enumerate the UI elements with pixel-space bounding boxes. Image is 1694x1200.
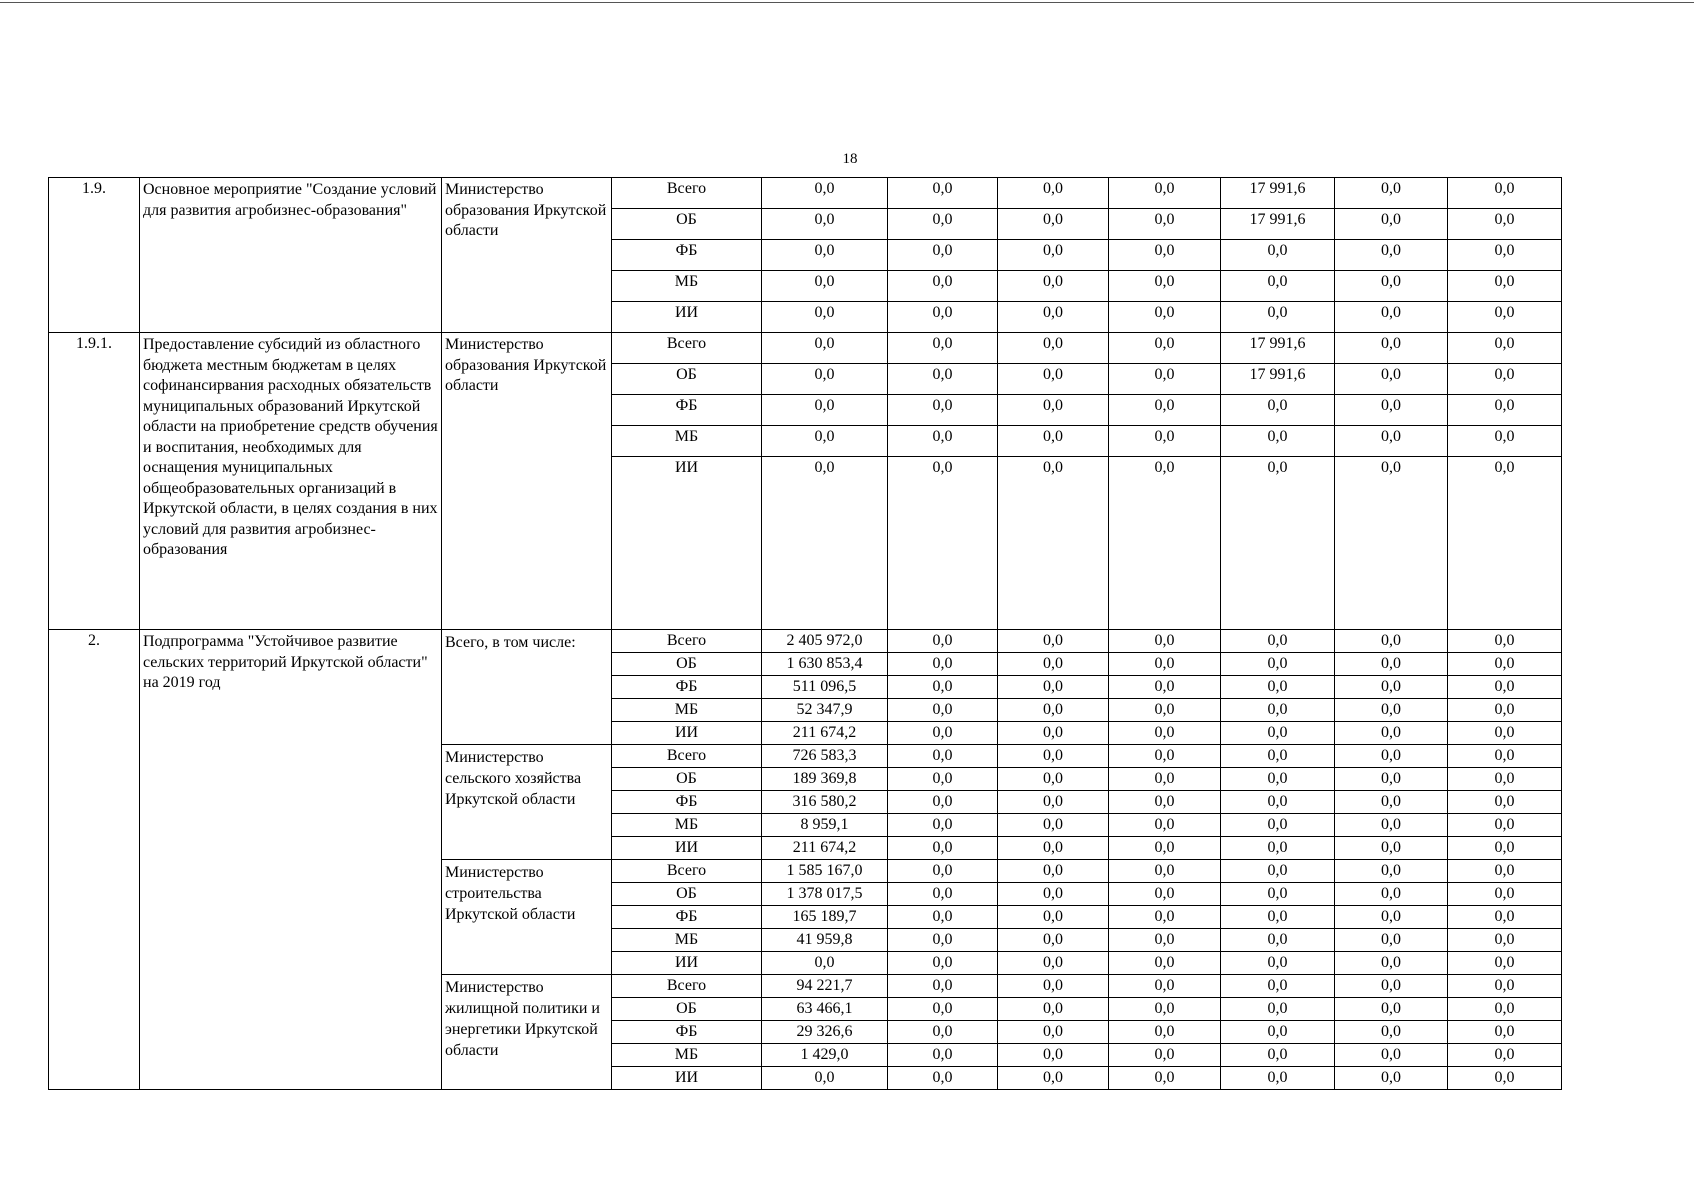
table-row — [49, 178, 1562, 209]
value-cell: 0,0 — [1109, 395, 1221, 426]
value-cell: 0,0 — [998, 395, 1109, 426]
value-cell: 0,0 — [888, 1021, 998, 1044]
value-cell: 0,0 — [1109, 457, 1221, 630]
value-cell: 189 369,8 — [762, 768, 888, 791]
value-cell: 0,0 — [1109, 630, 1221, 653]
value-cell: 0,0 — [998, 791, 1109, 814]
table-row — [49, 630, 1562, 653]
value-cell: 0,0 — [888, 178, 998, 209]
value-cell: 0,0 — [1109, 998, 1221, 1021]
section-name: Основное мероприятие "Создание условий для развития агробизнес-образования" — [140, 178, 442, 333]
value-cell: 0,0 — [998, 426, 1109, 457]
value-cell: 0,0 — [1448, 1067, 1562, 1090]
value-cell: 0,0 — [1448, 929, 1562, 952]
value-cell: 0,0 — [888, 426, 998, 457]
value-cell: 0,0 — [888, 1044, 998, 1067]
value-cell: 0,0 — [1335, 975, 1448, 998]
value-cell: 0,0 — [1221, 883, 1335, 906]
value-cell: 63 466,1 — [762, 998, 888, 1021]
value-cell: 0,0 — [1335, 1067, 1448, 1090]
value-cell: 0,0 — [1448, 883, 1562, 906]
value-cell: 0,0 — [762, 302, 888, 333]
value-cell: 0,0 — [1448, 998, 1562, 1021]
value-cell: 2 405 972,0 — [762, 630, 888, 653]
executor-name: Министерство сельского хозяйства Иркутской области — [442, 745, 612, 860]
funding-source: ОБ — [612, 883, 762, 906]
funding-source: ОБ — [612, 364, 762, 395]
value-cell: 0,0 — [1109, 814, 1221, 837]
value-cell: 0,0 — [1109, 860, 1221, 883]
value-cell: 0,0 — [1448, 333, 1562, 364]
value-cell: 0,0 — [1109, 653, 1221, 676]
value-cell: 0,0 — [1109, 722, 1221, 745]
value-cell: 0,0 — [998, 178, 1109, 209]
value-cell: 41 959,8 — [762, 929, 888, 952]
value-cell: 0,0 — [1448, 653, 1562, 676]
executor-name: Всего, в том числе: — [442, 630, 612, 745]
value-cell: 0,0 — [1221, 240, 1335, 271]
value-cell: 316 580,2 — [762, 791, 888, 814]
funding-source: Всего — [612, 975, 762, 998]
value-cell: 0,0 — [888, 364, 998, 395]
value-cell: 0,0 — [1335, 860, 1448, 883]
value-cell: 0,0 — [1448, 395, 1562, 426]
value-cell: 0,0 — [888, 1067, 998, 1090]
value-cell: 94 221,7 — [762, 975, 888, 998]
funding-source: ФБ — [612, 1021, 762, 1044]
value-cell: 0,0 — [998, 364, 1109, 395]
value-cell: 0,0 — [1448, 975, 1562, 998]
value-cell: 0,0 — [1335, 722, 1448, 745]
value-cell: 0,0 — [888, 883, 998, 906]
value-cell: 29 326,6 — [762, 1021, 888, 1044]
value-cell: 0,0 — [1448, 1044, 1562, 1067]
value-cell: 0,0 — [1335, 883, 1448, 906]
value-cell: 0,0 — [888, 240, 998, 271]
executor-name: Министерство образования Иркутской области — [442, 178, 612, 333]
value-cell: 0,0 — [888, 209, 998, 240]
value-cell: 0,0 — [1109, 791, 1221, 814]
funding-source: Всего — [612, 745, 762, 768]
value-cell: 0,0 — [1335, 333, 1448, 364]
value-cell: 0,0 — [888, 653, 998, 676]
value-cell: 0,0 — [1448, 364, 1562, 395]
value-cell: 0,0 — [998, 745, 1109, 768]
value-cell: 0,0 — [998, 975, 1109, 998]
value-cell: 0,0 — [1448, 745, 1562, 768]
value-cell: 211 674,2 — [762, 837, 888, 860]
value-cell: 52 347,9 — [762, 699, 888, 722]
value-cell: 17 991,6 — [1221, 364, 1335, 395]
funding-source: МБ — [612, 271, 762, 302]
value-cell: 0,0 — [888, 975, 998, 998]
value-cell: 1 585 167,0 — [762, 860, 888, 883]
value-cell: 0,0 — [1109, 178, 1221, 209]
value-cell: 0,0 — [1221, 676, 1335, 699]
value-cell: 0,0 — [762, 178, 888, 209]
funding-source: ОБ — [612, 768, 762, 791]
funding-source: ОБ — [612, 653, 762, 676]
value-cell: 0,0 — [998, 302, 1109, 333]
value-cell: 0,0 — [1335, 906, 1448, 929]
funding-source: ФБ — [612, 395, 762, 426]
value-cell: 0,0 — [1448, 426, 1562, 457]
value-cell: 0,0 — [1109, 1044, 1221, 1067]
value-cell: 0,0 — [1109, 1021, 1221, 1044]
value-cell: 0,0 — [762, 395, 888, 426]
value-cell: 0,0 — [1448, 676, 1562, 699]
value-cell: 17 991,6 — [1221, 178, 1335, 209]
section-number: 2. — [49, 630, 140, 1090]
value-cell: 0,0 — [1335, 699, 1448, 722]
value-cell: 0,0 — [1335, 1021, 1448, 1044]
value-cell: 17 991,6 — [1221, 209, 1335, 240]
funding-source: ФБ — [612, 906, 762, 929]
value-cell: 0,0 — [888, 768, 998, 791]
value-cell: 0,0 — [1335, 178, 1448, 209]
value-cell: 0,0 — [1448, 722, 1562, 745]
value-cell: 0,0 — [1221, 722, 1335, 745]
value-cell: 0,0 — [888, 745, 998, 768]
budget-table — [48, 177, 1562, 1090]
value-cell: 0,0 — [1221, 998, 1335, 1021]
value-cell: 0,0 — [762, 271, 888, 302]
value-cell: 0,0 — [762, 364, 888, 395]
funding-source: ФБ — [612, 676, 762, 699]
value-cell: 0,0 — [1335, 676, 1448, 699]
value-cell: 0,0 — [998, 1021, 1109, 1044]
value-cell: 0,0 — [1221, 1021, 1335, 1044]
value-cell: 0,0 — [998, 209, 1109, 240]
value-cell: 0,0 — [888, 906, 998, 929]
value-cell: 0,0 — [1448, 209, 1562, 240]
funding-source: Всего — [612, 333, 762, 364]
value-cell: 0,0 — [1335, 426, 1448, 457]
value-cell: 0,0 — [888, 395, 998, 426]
value-cell: 0,0 — [1335, 457, 1448, 630]
funding-source: ФБ — [612, 791, 762, 814]
value-cell: 0,0 — [1109, 333, 1221, 364]
value-cell: 0,0 — [1221, 1067, 1335, 1090]
value-cell: 0,0 — [1448, 768, 1562, 791]
value-cell: 0,0 — [998, 630, 1109, 653]
value-cell: 0,0 — [1335, 240, 1448, 271]
value-cell: 0,0 — [998, 653, 1109, 676]
funding-source: Всего — [612, 630, 762, 653]
value-cell: 0,0 — [762, 333, 888, 364]
funding-source: Всего — [612, 860, 762, 883]
value-cell: 0,0 — [888, 630, 998, 653]
value-cell: 0,0 — [1109, 271, 1221, 302]
value-cell: 8 959,1 — [762, 814, 888, 837]
value-cell: 211 674,2 — [762, 722, 888, 745]
value-cell: 0,0 — [998, 952, 1109, 975]
value-cell: 0,0 — [1335, 302, 1448, 333]
value-cell: 0,0 — [1109, 952, 1221, 975]
value-cell: 0,0 — [888, 952, 998, 975]
value-cell: 0,0 — [1448, 791, 1562, 814]
value-cell: 0,0 — [998, 676, 1109, 699]
value-cell: 0,0 — [998, 768, 1109, 791]
funding-source: МБ — [612, 1044, 762, 1067]
value-cell: 0,0 — [1221, 975, 1335, 998]
value-cell: 0,0 — [1109, 699, 1221, 722]
value-cell: 0,0 — [1109, 929, 1221, 952]
funding-source: МБ — [612, 699, 762, 722]
value-cell: 0,0 — [1109, 768, 1221, 791]
funding-source: ОБ — [612, 209, 762, 240]
value-cell: 0,0 — [762, 240, 888, 271]
value-cell: 0,0 — [1221, 906, 1335, 929]
value-cell: 0,0 — [998, 699, 1109, 722]
funding-source: ОБ — [612, 998, 762, 1021]
value-cell: 0,0 — [1221, 860, 1335, 883]
value-cell: 0,0 — [998, 333, 1109, 364]
value-cell: 0,0 — [1109, 883, 1221, 906]
funding-source: Всего — [612, 178, 762, 209]
value-cell: 0,0 — [1221, 745, 1335, 768]
value-cell: 0,0 — [1221, 837, 1335, 860]
value-cell: 0,0 — [1448, 240, 1562, 271]
value-cell: 0,0 — [1221, 791, 1335, 814]
value-cell: 0,0 — [998, 722, 1109, 745]
value-cell: 0,0 — [1221, 457, 1335, 630]
value-cell: 17 991,6 — [1221, 333, 1335, 364]
value-cell: 0,0 — [888, 676, 998, 699]
value-cell: 0,0 — [1335, 209, 1448, 240]
value-cell: 0,0 — [1335, 952, 1448, 975]
value-cell: 0,0 — [1221, 952, 1335, 975]
value-cell: 0,0 — [1221, 302, 1335, 333]
value-cell: 0,0 — [1448, 860, 1562, 883]
value-cell: 0,0 — [888, 699, 998, 722]
value-cell: 0,0 — [762, 457, 888, 630]
funding-source: МБ — [612, 426, 762, 457]
value-cell: 0,0 — [998, 271, 1109, 302]
value-cell: 0,0 — [762, 1067, 888, 1090]
value-cell: 0,0 — [1448, 271, 1562, 302]
value-cell: 0,0 — [888, 860, 998, 883]
value-cell: 0,0 — [998, 837, 1109, 860]
value-cell: 0,0 — [888, 998, 998, 1021]
value-cell: 1 429,0 — [762, 1044, 888, 1067]
value-cell: 0,0 — [888, 929, 998, 952]
value-cell: 0,0 — [1221, 1044, 1335, 1067]
value-cell: 0,0 — [1448, 302, 1562, 333]
value-cell: 0,0 — [998, 906, 1109, 929]
executor-name: Министерство строительства Иркутской области — [442, 860, 612, 975]
value-cell: 0,0 — [1221, 653, 1335, 676]
value-cell: 0,0 — [998, 929, 1109, 952]
value-cell: 0,0 — [1448, 952, 1562, 975]
value-cell: 1 378 017,5 — [762, 883, 888, 906]
value-cell: 0,0 — [888, 271, 998, 302]
value-cell: 0,0 — [1221, 699, 1335, 722]
value-cell: 0,0 — [762, 952, 888, 975]
value-cell: 0,0 — [1335, 791, 1448, 814]
value-cell: 0,0 — [1448, 699, 1562, 722]
value-cell: 0,0 — [998, 240, 1109, 271]
value-cell: 0,0 — [1109, 745, 1221, 768]
value-cell: 0,0 — [1109, 1067, 1221, 1090]
value-cell: 0,0 — [1335, 395, 1448, 426]
value-cell: 0,0 — [1221, 630, 1335, 653]
value-cell: 0,0 — [998, 860, 1109, 883]
executor-name: Министерство образования Иркутской области — [442, 333, 612, 630]
value-cell: 0,0 — [888, 302, 998, 333]
value-cell: 0,0 — [1448, 178, 1562, 209]
value-cell: 0,0 — [1109, 975, 1221, 998]
value-cell: 0,0 — [888, 791, 998, 814]
section-number: 1.9.1. — [49, 333, 140, 630]
value-cell: 726 583,3 — [762, 745, 888, 768]
value-cell: 0,0 — [888, 814, 998, 837]
value-cell: 0,0 — [1335, 768, 1448, 791]
value-cell: 0,0 — [1335, 653, 1448, 676]
value-cell: 0,0 — [1109, 676, 1221, 699]
table-row — [49, 333, 1562, 364]
value-cell: 0,0 — [888, 457, 998, 630]
section-number: 1.9. — [49, 178, 140, 333]
value-cell: 0,0 — [1221, 929, 1335, 952]
value-cell: 0,0 — [1335, 929, 1448, 952]
funding-source: МБ — [612, 929, 762, 952]
executor-name: Министерство жилищной политики и энергетики Иркутской области — [442, 975, 612, 1090]
value-cell: 0,0 — [762, 426, 888, 457]
value-cell: 0,0 — [1448, 837, 1562, 860]
value-cell: 0,0 — [1109, 209, 1221, 240]
value-cell: 0,0 — [1335, 745, 1448, 768]
value-cell: 0,0 — [1109, 364, 1221, 395]
value-cell: 0,0 — [1109, 240, 1221, 271]
value-cell: 0,0 — [998, 457, 1109, 630]
value-cell: 0,0 — [762, 209, 888, 240]
value-cell: 0,0 — [1335, 837, 1448, 860]
funding-source: ИИ — [612, 302, 762, 333]
value-cell: 0,0 — [1109, 906, 1221, 929]
value-cell: 0,0 — [1109, 426, 1221, 457]
value-cell: 0,0 — [1335, 1044, 1448, 1067]
value-cell: 0,0 — [1109, 302, 1221, 333]
value-cell: 0,0 — [1335, 998, 1448, 1021]
section-name: Предоставление субсидий из областного бюджета местным бюджетам в целях софинансирвания расходных обязательств муниципальных образований Иркутской области на приобретение средств обучения и воспитания, необходимых для оснащения муниципальных общеобразовательных организаций в Иркутской области, в целях создания в них условий для развития агробизнес-образования — [140, 333, 442, 630]
value-cell: 0,0 — [998, 1067, 1109, 1090]
value-cell: 0,0 — [1109, 837, 1221, 860]
funding-source: ИИ — [612, 952, 762, 975]
value-cell: 0,0 — [1448, 906, 1562, 929]
funding-source: ИИ — [612, 1067, 762, 1090]
value-cell: 0,0 — [998, 883, 1109, 906]
value-cell: 0,0 — [1221, 426, 1335, 457]
value-cell: 0,0 — [998, 1044, 1109, 1067]
value-cell: 0,0 — [1221, 271, 1335, 302]
value-cell: 0,0 — [1448, 814, 1562, 837]
funding-source: ИИ — [612, 457, 762, 630]
top-border-line — [0, 2, 1694, 3]
funding-source: ФБ — [612, 240, 762, 271]
value-cell: 0,0 — [1335, 814, 1448, 837]
page-number: 18 — [842, 151, 858, 167]
value-cell: 0,0 — [1221, 768, 1335, 791]
value-cell: 0,0 — [998, 998, 1109, 1021]
funding-source: ИИ — [612, 722, 762, 745]
funding-source: МБ — [612, 814, 762, 837]
value-cell: 0,0 — [1448, 1021, 1562, 1044]
value-cell: 0,0 — [888, 722, 998, 745]
section-name: Подпрограмма "Устойчивое развитие сельских территорий Иркутской области" на 2019 год — [140, 630, 442, 1090]
value-cell: 0,0 — [1335, 630, 1448, 653]
value-cell: 0,0 — [1221, 395, 1335, 426]
value-cell: 511 096,5 — [762, 676, 888, 699]
value-cell: 0,0 — [888, 333, 998, 364]
funding-source: ИИ — [612, 837, 762, 860]
value-cell: 165 189,7 — [762, 906, 888, 929]
value-cell: 0,0 — [1221, 814, 1335, 837]
value-cell: 0,0 — [1448, 457, 1562, 630]
value-cell: 0,0 — [1335, 271, 1448, 302]
value-cell: 1 630 853,4 — [762, 653, 888, 676]
value-cell: 0,0 — [1448, 630, 1562, 653]
value-cell: 0,0 — [998, 814, 1109, 837]
value-cell: 0,0 — [1335, 364, 1448, 395]
value-cell: 0,0 — [888, 837, 998, 860]
